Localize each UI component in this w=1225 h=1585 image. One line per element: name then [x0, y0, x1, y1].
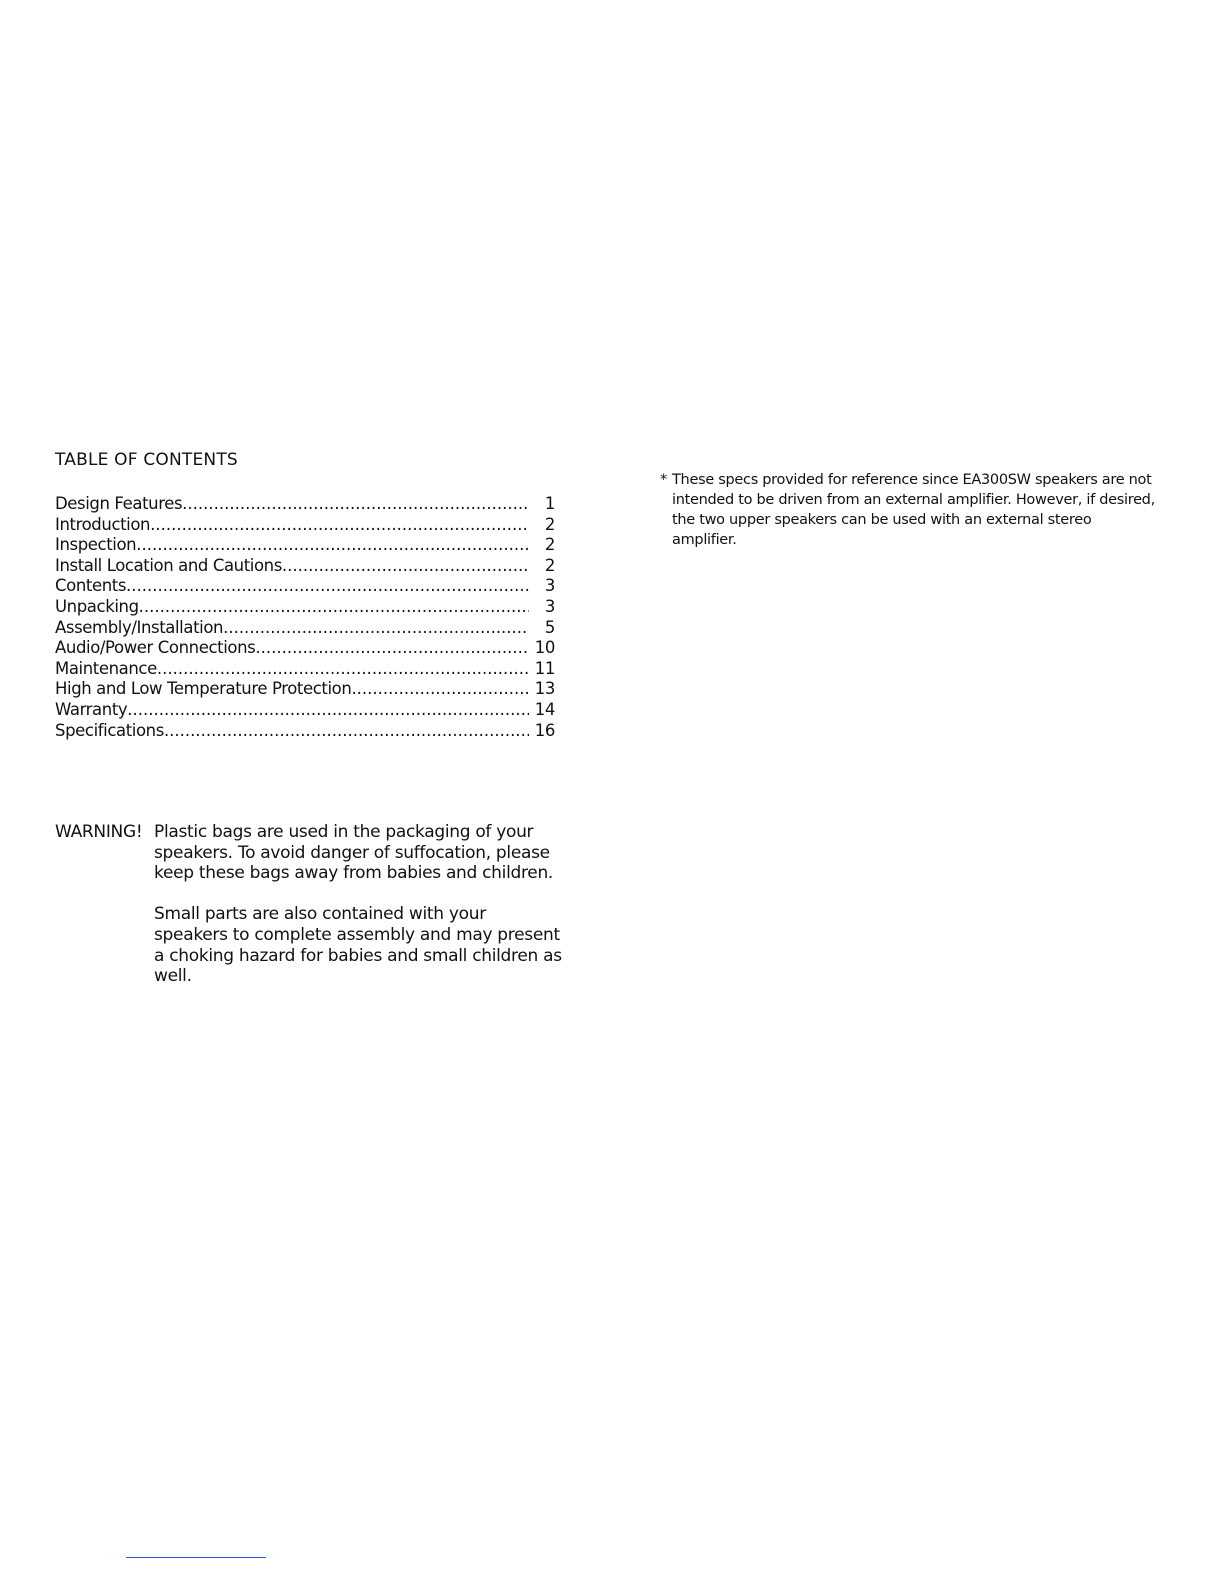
- toc-entry-introduction[interactable]: [55, 515, 555, 536]
- toc-entry-title: Assembly/Installation: [55, 617, 224, 637]
- toc-entry-title: Design Features: [55, 494, 183, 513]
- toc-entry-page: 2: [544, 535, 555, 555]
- toc-dot-leader: [139, 597, 529, 618]
- spec-footnote: [660, 470, 1160, 550]
- warning-paragraph: Plastic bags are used in the packaging of your speakers. To avoid danger of suffocation, please keep these bags away from babies and children.: [154, 822, 554, 884]
- toc-dot-leader: [127, 700, 529, 721]
- toc-dot-leader: [182, 494, 529, 515]
- toc-entry-assembly[interactable]: [55, 618, 555, 639]
- warning-label: WARNING!: [55, 822, 143, 842]
- footnote-text: These specs provided for reference since EA300SW speakers are not intended to be driven from an external amplifier. However, if desired, the two upper speakers can be used with an external stereo amplifier.: [672, 472, 1155, 548]
- toc-list: [55, 494, 555, 741]
- link-underline[interactable]: [126, 1557, 266, 1558]
- toc-entry-title: Specifications: [55, 720, 164, 740]
- toc-dot-leader: [255, 638, 529, 659]
- toc-dot-leader: [126, 576, 529, 597]
- toc-entry-page: 3: [544, 596, 555, 616]
- toc-entry-page: 14: [534, 699, 555, 719]
- toc-entry-contents[interactable]: [55, 576, 555, 597]
- toc-entry-title: Warranty: [55, 699, 128, 719]
- toc-entry-inspection[interactable]: [55, 535, 555, 556]
- toc-entry-temperature-protection[interactable]: [55, 679, 555, 700]
- toc-entry-specifications[interactable]: [55, 721, 555, 742]
- toc-entry-title: Introduction: [55, 514, 151, 534]
- toc-entry-page: 2: [544, 555, 555, 575]
- toc-dot-leader: [136, 535, 529, 556]
- toc-dot-leader: [164, 721, 529, 742]
- toc-entry-page: 10: [534, 638, 555, 658]
- toc-entry-title: Unpacking: [55, 596, 139, 616]
- toc-entry-page: 3: [544, 576, 555, 596]
- toc-entry-title: Audio/Power Connections: [55, 638, 256, 658]
- footnote-asterisk: *: [660, 472, 667, 488]
- toc-entry-page: 13: [534, 679, 555, 699]
- toc-entry-install-location[interactable]: [55, 556, 555, 577]
- toc-heading: TABLE OF CONTENTS: [55, 450, 238, 470]
- toc-entry-title: High and Low Temperature Protection: [55, 679, 352, 699]
- toc-entry-title: Contents: [55, 576, 127, 596]
- toc-dot-leader: [150, 515, 529, 536]
- toc-dot-leader: [351, 679, 529, 700]
- toc-dot-leader: [157, 659, 529, 680]
- toc-entry-title: Install Location and Cautions: [55, 555, 282, 575]
- toc-entry-audio-power[interactable]: [55, 638, 555, 659]
- toc-dot-leader: [282, 556, 529, 577]
- toc-entry-page: 11: [534, 658, 555, 678]
- warning-body: [154, 822, 564, 1007]
- toc-entry-title: Inspection: [55, 535, 137, 555]
- toc-entry-warranty[interactable]: [55, 700, 555, 721]
- toc-entry-unpacking[interactable]: [55, 597, 555, 618]
- toc-dot-leader: [223, 618, 529, 639]
- toc-entry-design-features[interactable]: [55, 494, 555, 515]
- toc-entry-maintenance[interactable]: [55, 659, 555, 680]
- toc-entry-page: 1: [544, 494, 555, 513]
- toc-entry-page: 16: [534, 720, 555, 740]
- toc-entry-title: Maintenance: [55, 658, 157, 678]
- warning-paragraph: Small parts are also contained with your speakers to complete assembly and may present a choking hazard for babies and small children as well.: [154, 904, 562, 987]
- toc-entry-page: 2: [544, 514, 555, 534]
- toc-entry-page: 5: [544, 617, 555, 637]
